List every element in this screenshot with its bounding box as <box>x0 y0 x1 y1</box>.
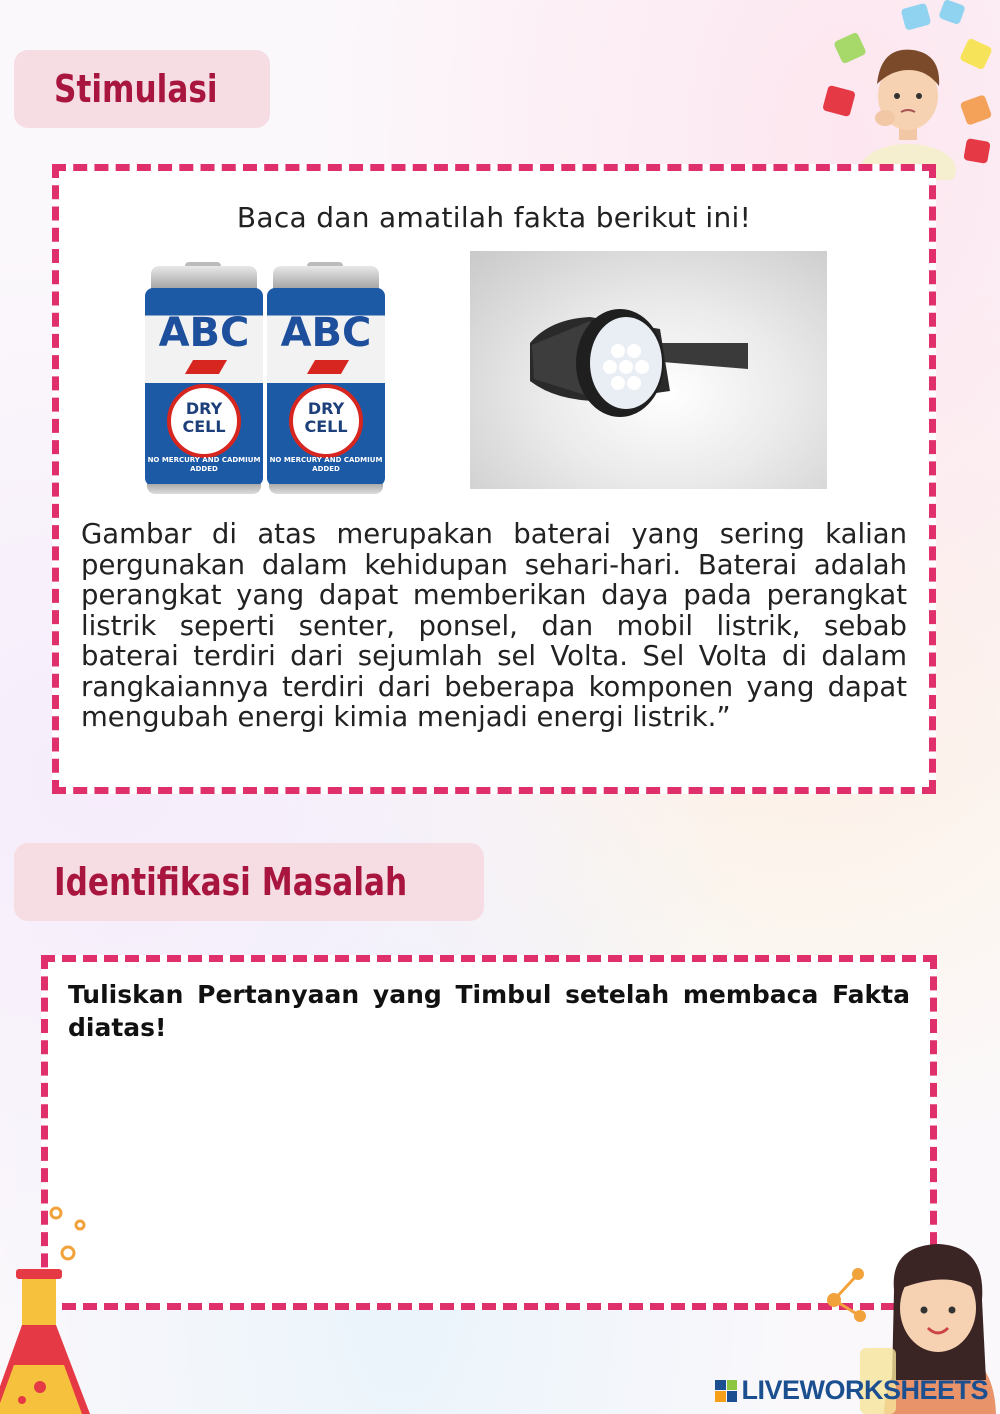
instruction-text: Baca dan amatilah fakta berikut ini! <box>236 201 752 234</box>
liveworksheets-watermark <box>715 1375 988 1406</box>
stimulasi-heading-text: Stimulasi <box>54 67 218 111</box>
battery-dry-text: DRY <box>307 399 345 418</box>
battery-cell-text: CELL <box>304 417 348 436</box>
stimulasi-paragraph: Gambar di atas merupakan baterai yang sering kalian pergunakan dalam kehidupan sehari-hari. Baterai adalah perangkat yang dapat memberikan daya pada perangkat listrik seperti senter, ponsel, dan mobil listrik, sebab baterai terdiri dari sejumlah sel Volta. Sel Volta di dalam rangkaiannya terdiri dari beberapa komponen yang dapat mengubah energi kimia menjadi energi listrik.” <box>81 518 907 733</box>
watermark-text: LIVEWORKSHEETS <box>741 1375 988 1405</box>
battery-small-text: NO MERCURY AND CADMIUM ADDED <box>147 456 261 473</box>
stimulasi-box <box>52 164 936 794</box>
flashlight-image <box>470 251 827 489</box>
identifikasi-heading <box>14 843 484 921</box>
thinking-boy-illustration <box>815 0 1000 180</box>
battery <box>265 266 387 494</box>
stimulasi-heading <box>14 50 270 128</box>
identifikasi-heading-text: Identifikasi Masalah <box>54 860 408 904</box>
battery-brand: ABC <box>158 310 250 356</box>
molecule-icon <box>827 1268 866 1322</box>
battery-dry-text: DRY <box>185 399 223 418</box>
battery-small-text: NO MERCURY AND CADMIUM ADDED <box>269 456 383 473</box>
battery-brand: ABC <box>280 310 372 356</box>
liveworksheets-logo-icon <box>715 1380 737 1402</box>
battery-cell-text: CELL <box>182 417 226 436</box>
flask-icon <box>0 1195 90 1414</box>
flashlight-icon <box>470 251 827 489</box>
answer-box[interactable] <box>41 955 937 1310</box>
battery-image <box>143 266 387 494</box>
battery <box>143 266 265 494</box>
question-prompt: Tuliskan Pertanyaan yang Timbul setelah membaca Fakta diatas! <box>68 980 910 1042</box>
